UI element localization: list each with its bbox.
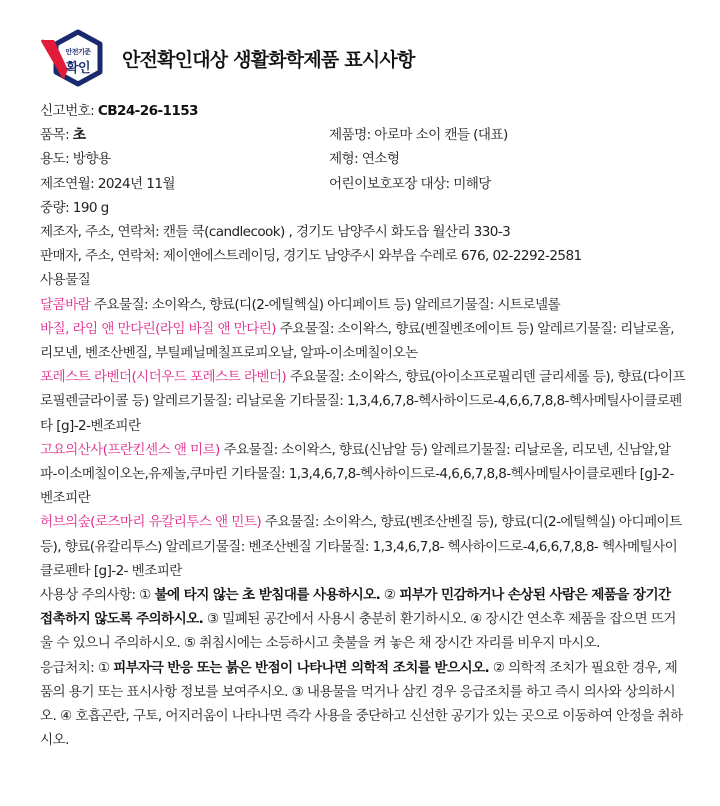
- first-aid-rest: ② 의학적 조치가 필요한 경우, 제품의 용기 또는 표시사항 정보를 보여주시오. ③ 내용물을 먹거나 삼킨 경우 응급조치를 하고 즉시 의사와 상의하시오. ④ 호흡곤란, 구토, 어지러움이 나타나면 즉각 사용을 중단하고 신선한 공기가 있는 곳으로 이동하여 안정을 취하시오.: [40, 659, 683, 749]
- materials-label: 사용물질: [40, 272, 91, 289]
- scent-entry: [40, 317, 685, 365]
- scent-entry: [40, 438, 685, 511]
- scent-materials: 주요물질: 소이왁스, 향료(아이소프로필리덴 글리세롤 등), 향료(다이프로필렌글라이콜 등) 알레르기물질: 리날로올 기타물질: 1,3,4,6,7,8-헥사하이드로-4,6,6,7,8,8-헥사메틸사이클로펜타 [g]-2-벤조피란: [40, 369, 685, 434]
- scent-name: 포레스트 라벤더(시더우드 포레스트 라벤더): [40, 369, 287, 386]
- scent-materials: 주요물질: 소이왁스, 향료(디(2-에틸헥실) 아디페이트 등) 알레르기물질: 시트로넬롤: [90, 296, 561, 313]
- info-row-2: [40, 147, 685, 171]
- report-number-label: 신고번호:: [40, 103, 98, 119]
- info-row-3: [40, 172, 685, 196]
- scent-entry: [40, 365, 685, 438]
- page-title: 안전확인대상 생활화학제품 표시사항: [122, 48, 415, 71]
- use: 용도: 방향용: [40, 151, 111, 168]
- info-row-1: [40, 123, 685, 147]
- first-aid-label: 응급처치:: [40, 659, 98, 676]
- caution-1: 불에 타지 않는 초 받침대를 사용하시오.: [154, 587, 381, 604]
- form: 제형: 연소형: [329, 151, 400, 168]
- scent-name: 바질, 라임 앤 만다린(라임 바질 앤 만다린): [40, 320, 276, 337]
- caution-1-number: ①: [139, 587, 155, 604]
- seller: 판매자, 주소, 연락처: 제이앤에스트레이딩, 경기도 남양주시 와부읍 수레로 676, 02-2292-2581: [40, 248, 582, 265]
- usage-cautions: [40, 583, 685, 656]
- caution-2: 피부가 민감하거나 손상된 사람은 제품을 장기간 접촉하지 않도록 주의하시오.: [40, 587, 671, 628]
- product-name: 제품명: 아로마 소이 캔들 (대표): [329, 127, 508, 144]
- report-number-line: [40, 99, 685, 123]
- logo-top-text: 안전기준: [65, 48, 91, 56]
- logo-main-text: 확인: [65, 61, 91, 76]
- first-aid: [40, 656, 685, 753]
- cautions-rest: ③ 밀폐된 공간에서 사용시 충분히 환기하시오. ④ 장시간 연소후 제품을 잡으면 뜨거울 수 있으니 주의하시오. ⑤ 취침시에는 소등하시고 촛불을 켜 놓은 채 장시간 자리를 비우지 마시오.: [40, 611, 676, 652]
- weight: 중량: 190 g: [40, 199, 109, 216]
- item-value: 초: [72, 127, 86, 144]
- first-aid-1-number: ①: [97, 659, 114, 676]
- scent-name: 달콤바람: [40, 296, 91, 313]
- safety-check-logo: [38, 26, 110, 90]
- scent-entry: [40, 510, 685, 583]
- caution-2-number: ②: [380, 587, 400, 604]
- report-number: CB24-26-1153: [97, 103, 198, 119]
- label-content: [40, 99, 685, 752]
- scent-materials: 주요물질: 소이왁스, 향료(벤조산벤질 등), 향료(디(2-에틸헥실) 아디페이트 등), 향료(유칼리투스) 알레르기물질: 벤조산벤질 기타물질: 1,3,4,6,7,8- 헥사하이드로-4,6,6,7,8,8- 헥사메틸사이클로펜타 [g]-2- 벤조피란: [40, 514, 682, 579]
- scent-name: 고요의산사(프란킨센스 앤 미르): [40, 441, 220, 458]
- first-aid-1: 피부자극 반응 또는 붉은 반점이 나타나면 의학적 조치를 받으시오.: [113, 659, 490, 676]
- manufactured-date: 제조연월: 2024년 11월: [40, 175, 175, 192]
- item-label: 품목:: [40, 127, 73, 144]
- scent-materials: 주요물질: 소이왁스, 향료(벤질벤조에이트 등) 알레르기물질: 리날로올, 리모넨, 벤조산벤질, 부틸페닐메칠프로피오날, 알파-이소메칠이오논: [40, 320, 674, 362]
- scent-name: 허브의숲(로즈마리 유칼리투스 앤 민트): [40, 514, 262, 531]
- scent-materials: 주요물질: 소이왁스, 향료(신남알 등) 알레르기물질: 리날로올, 리모넨, 신남알,알파-이소메칠이오논,유제놀,쿠마린 기타물질: 1,3,4,6,7,8-헥사하이드로-4,6,6,7,8,8-헥사메틸사이클로펜타 [g]-2-벤조피란: [40, 441, 674, 507]
- manufacturer: 제조자, 주소, 연락처: 캔들 쿡(candlecook) , 경기도 남양주시 화도읍 월산리 330-3: [40, 224, 511, 241]
- header: [38, 26, 415, 90]
- child-protection-pack: 어린이보호포장 대상: 미해당: [329, 175, 491, 192]
- cautions-label: 사용상 주의사항:: [40, 587, 140, 604]
- scent-entry: [40, 293, 685, 317]
